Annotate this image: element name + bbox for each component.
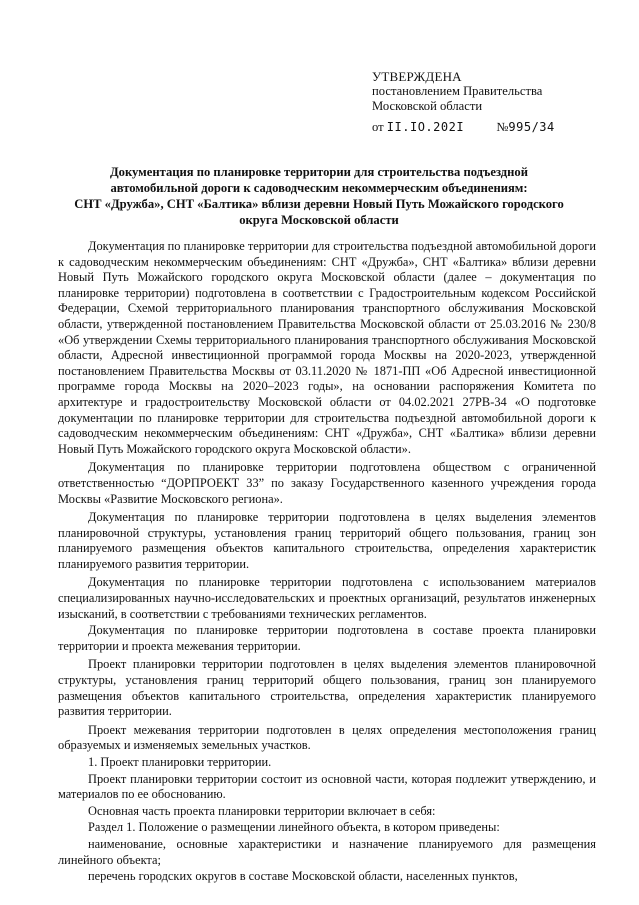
paragraph-districts-list: перечень городских округов в составе Московской области, населенных пунктов,	[88, 869, 518, 884]
title-line-1: Документация по планировке территории для строительства подъездной	[110, 165, 528, 179]
document-body	[58, 239, 596, 885]
approval-date: II.IO.202I	[386, 120, 465, 134]
approval-stamp	[372, 69, 622, 135]
title-line-2: автомобильной дороги к садоводческим некоммерческим объединениям:	[110, 181, 528, 195]
paragraph-section-1: Раздел 1. Положение о размещении линейного объекта, в котором приведены:	[88, 820, 500, 835]
paragraph-name-characteristics: наименование, основные характеристики и назначение планируемого для размещения линейного объекта;	[58, 836, 596, 867]
approval-date-line	[372, 120, 622, 135]
title-line-4: округа Московской области	[239, 213, 399, 227]
paragraph-project-structure: Проект планировки территории состоит из основной части, которая подлежит утверждению, и материалов по ее обоснованию.	[58, 771, 596, 802]
paragraph-composition: Документация по планировке территории подготовлена в составе проекта планировки территории и проекта межевания территории.	[58, 623, 596, 653]
approval-issuer: постановлением Правительства	[372, 84, 543, 98]
paragraph-materials: Документация по планировке территории подготовлена с использованием материалов специализированных научно-исследовательских и проектных организаций, результатов инженерных изысканий, в соответствии с требованиями технических регламентов.	[58, 575, 596, 621]
paragraph-surveying-project: Проект межевания территории подготовлен в целях определения местоположения границ образуемых и изменяемых земельных участков.	[58, 722, 596, 753]
paragraph-planning-project: Проект планировки территории подготовлен в целях выделения элементов планировочной структуры, установления границ территорий общего пользования, границ зон планируемого размещения объектов капитального строительства, определения характеристик планируемого развития территории.	[58, 657, 596, 719]
paragraph-basis: Документация по планировке территории для строительства подъездной автомобильной дороги к садоводческим некоммерческим объединениям: СНТ «Дружба», СНТ «Балтика» вблизи деревни Новый Путь Можайского городского округа Московской области (далее – документация по планировке территории) подготовлена в соответствии с Градостроительным кодексом Российской Федерации, Схемой территориального планирования транспортного обслуживания Московской области, утвержденной постановлением Правительства Московской области от 25.03.2016 № 230/8 «Об утверждении Схемы территориального планирования транспортного обслуживания Московской области, Адресной инвестиционной программой города Москвы на 2020-2023, утвержденной постановлением Правительства Москвы от 03.11.2020 № 1871-ПП «Об Адресной инвестиционной программе города Москвы на 2020–2023 годы», на основании распоряжения Комитета по архитектуре и градостроительству Московской области от 04.02.2021 27РВ-34 «О подготовке документации по планировке территории для строительства подъездной автомобильной дороги к садоводческим некоммерческим объединениям: СНТ «Дружба», СНТ «Балтика» вблизи деревни Новый Путь Можайского городского округа Московской области».	[58, 239, 596, 456]
paragraph-main-part: Основная часть проекта планировки территории включает в себя:	[88, 803, 436, 818]
paragraph-contractor: Документация по планировке территории подготовлена обществом с ограниченной ответственностью “ДОРПРОЕКТ 33” по заказу Государственного казенного учреждения города Москвы «Развитие Московского региона».	[58, 460, 596, 506]
paragraph-purpose: Документация по планировке территории подготовлена в целях выделения элементов планировочной структуры, установления границ территорий общего пользования, границ зон планируемого размещения объектов капитального строительства, определения характеристик планируемого развития территории.	[58, 510, 596, 571]
document-title	[60, 164, 578, 228]
approval-number: 995/34	[508, 120, 555, 134]
number-prefix: №	[496, 120, 509, 134]
paragraph-section-heading: 1. Проект планировки территории.	[88, 755, 272, 769]
title-line-3: СНТ «Дружба», СНТ «Балтика» вблизи деревни Новый Путь Можайского городского	[74, 197, 564, 211]
date-prefix: от	[372, 120, 384, 134]
approval-heading: УТВЕРЖДЕНА	[372, 69, 462, 84]
approval-region: Московской области	[372, 99, 483, 113]
